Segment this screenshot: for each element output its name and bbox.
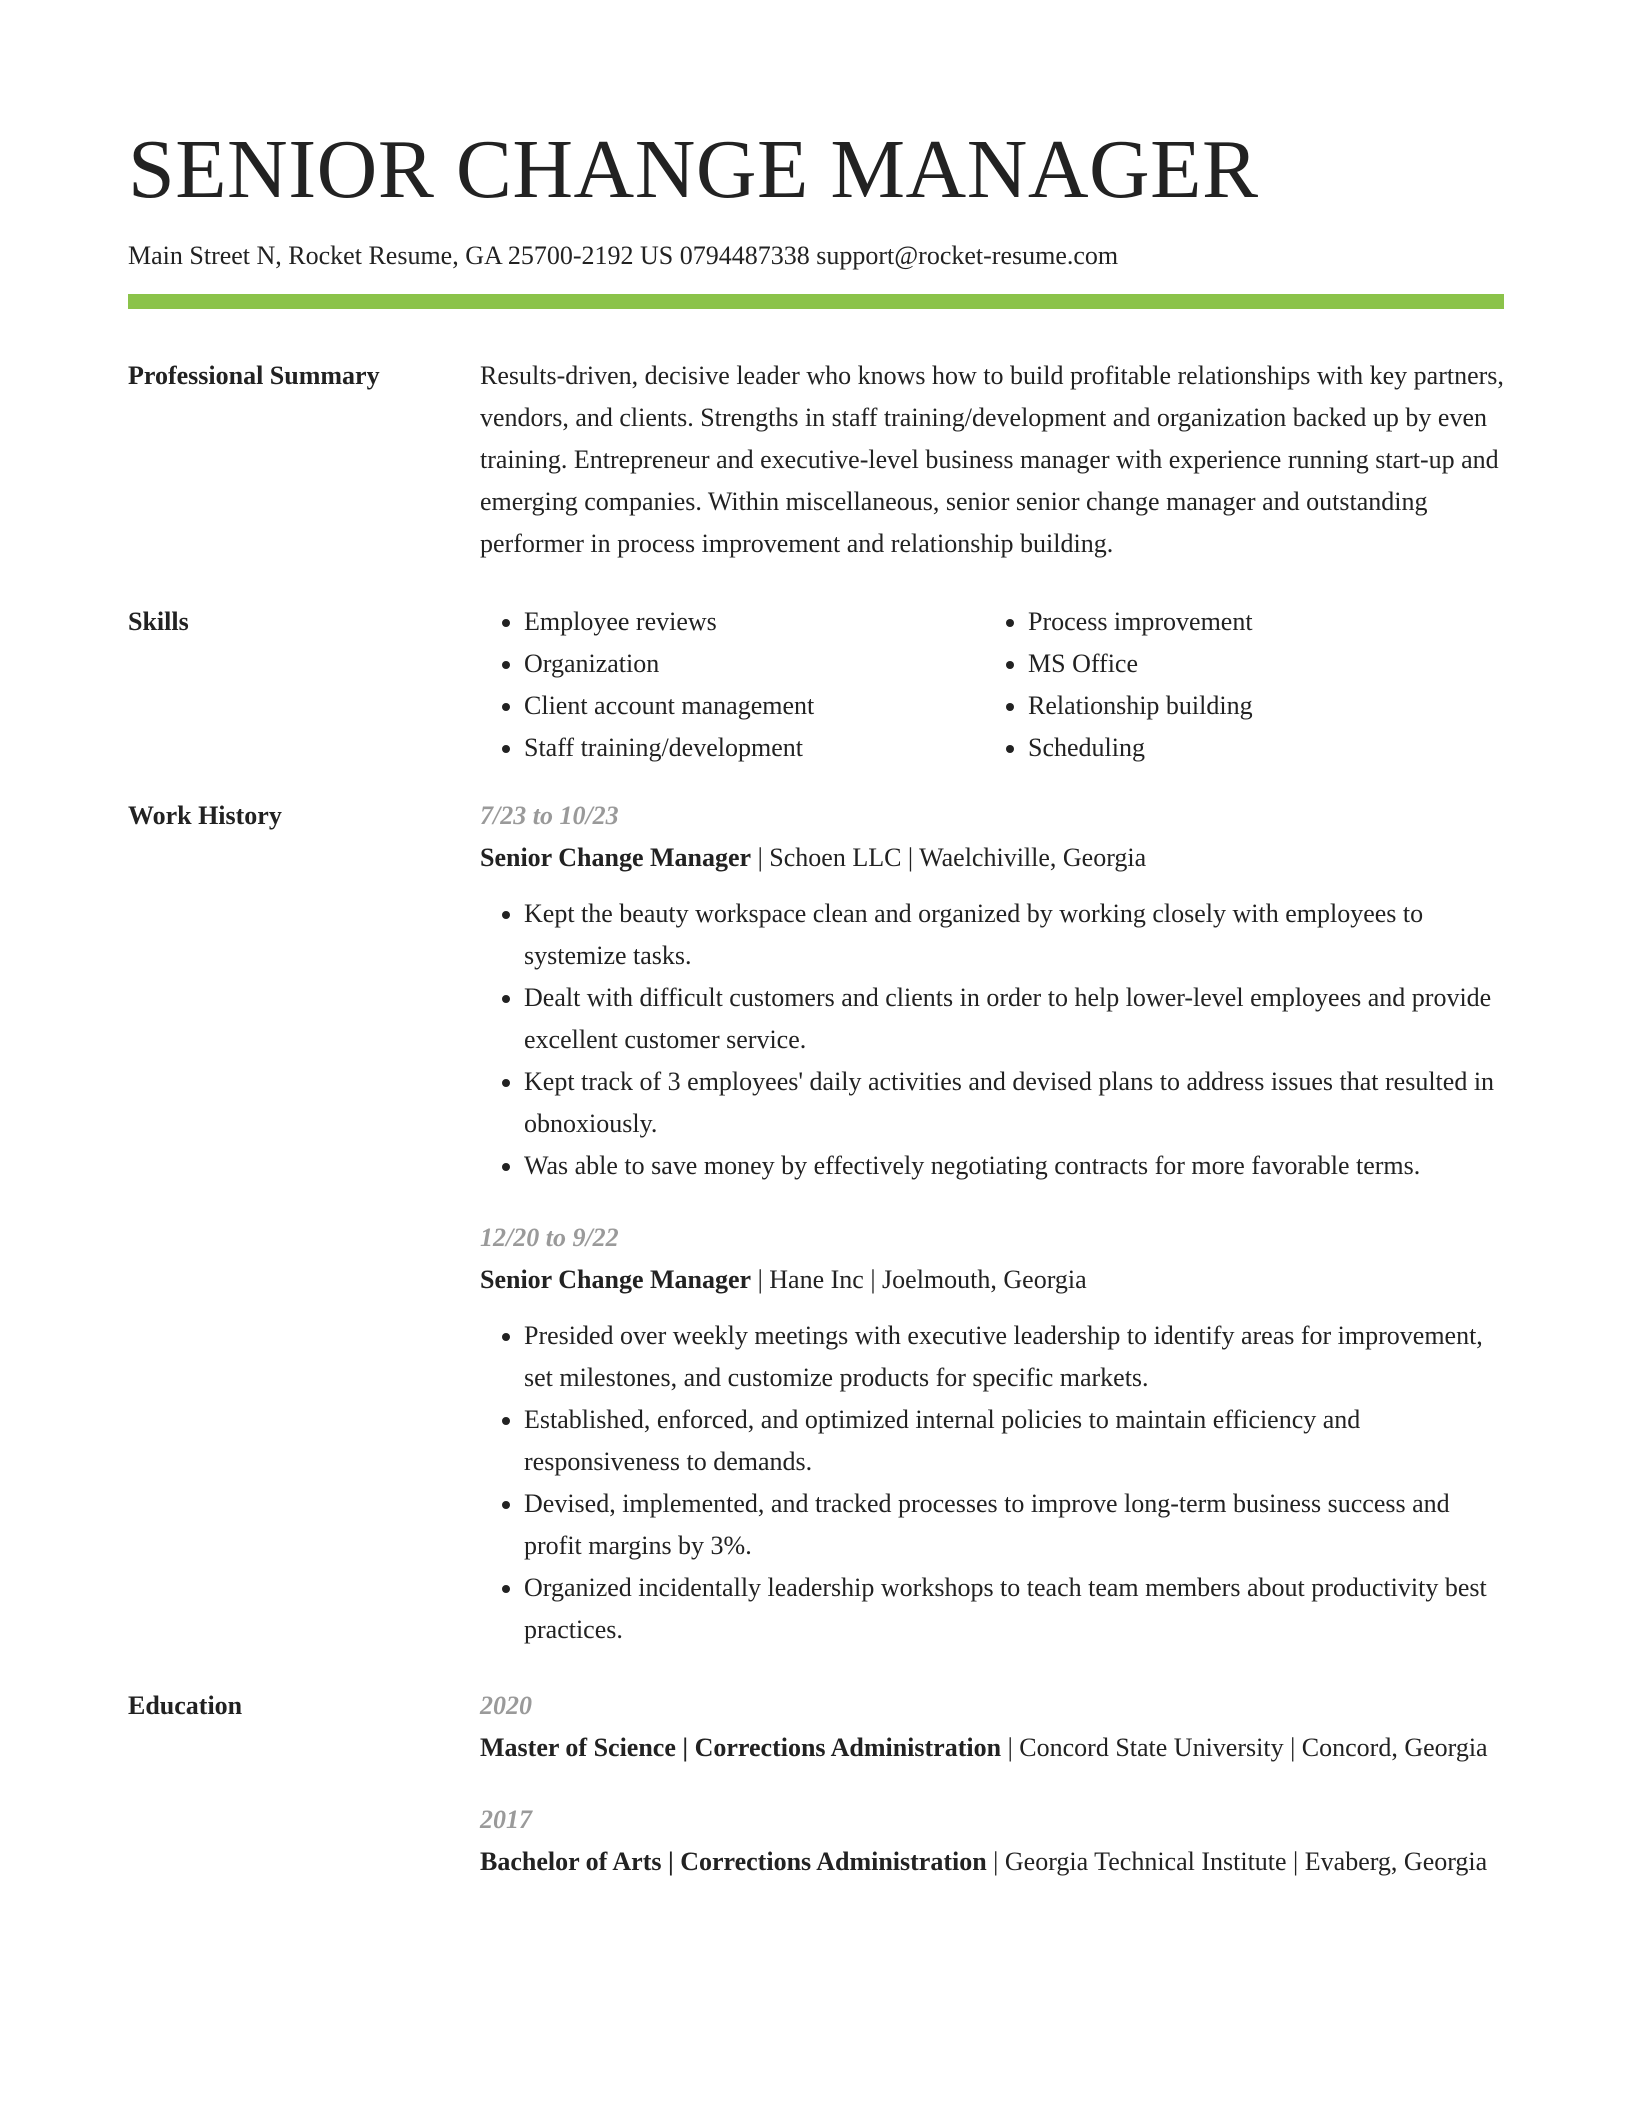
skills-column-2: [984, 601, 1488, 769]
summary-content: [480, 355, 1504, 565]
skill-item: • Employee reviews: [524, 601, 984, 643]
job-title: Senior Change Manager: [480, 843, 752, 872]
skills-column-1: [480, 601, 984, 769]
education-content: [480, 1685, 1504, 1883]
job-bullet: • Kept the beauty workspace clean and organized by working closely with employees to systemize tasks.: [524, 893, 1504, 977]
job-bullet: • Organized incidentally leadership workshops to teach team members about productivity best practices.: [524, 1567, 1504, 1651]
skills-list: [480, 601, 1504, 769]
education-details: | Concord State University | Concord, Georgia: [1001, 1733, 1488, 1762]
contact-info: Main Street N, Rocket Resume, GA 25700-2192 US 0794487338 support@rocket-resume.com: [128, 241, 1119, 270]
education-degree: Bachelor of Arts | Corrections Administration: [480, 1847, 987, 1876]
job-bullet: • Was able to save money by effectively negotiating contracts for more favorable terms.: [524, 1145, 1504, 1187]
job-date: 7/23 to 10/23: [480, 801, 619, 830]
job-role-line: [480, 837, 1504, 879]
skill-item: • Relationship building: [1028, 685, 1488, 727]
job-entry: [480, 795, 1504, 1187]
job-entry: [480, 1217, 1504, 1651]
skill-item: • Staff training/development: [524, 727, 984, 769]
skill-item: • Organization: [524, 643, 984, 685]
work-history-label: Work History: [128, 801, 282, 830]
education-entry: [480, 1799, 1504, 1883]
job-bullet: • Dealt with difficult customers and clients in order to help lower-level employees and provide excellent customer service.: [524, 977, 1504, 1061]
skill-item: • MS Office: [1028, 643, 1488, 685]
education-entry: [480, 1685, 1504, 1769]
work-history-content: [480, 795, 1504, 1651]
skill-item: • Process improvement: [1028, 601, 1488, 643]
resume-page: [128, 0, 1504, 1883]
education-label: Education: [128, 1691, 243, 1720]
job-date: 12/20 to 9/22: [480, 1223, 619, 1252]
job-title: Senior Change Manager: [480, 1265, 752, 1294]
accent-divider: [128, 294, 1504, 309]
resume-title: SENIOR CHANGE MANAGER: [128, 123, 1259, 216]
skill-item: • Scheduling: [1028, 727, 1488, 769]
job-role-line: [480, 1259, 1504, 1301]
education-details: | Georgia Technical Institute | Evaberg, Georgia: [986, 1847, 1488, 1876]
education-line: [480, 1727, 1504, 1769]
summary-section: [128, 355, 1504, 565]
education-line: [480, 1841, 1504, 1883]
education-year: 2020: [480, 1691, 532, 1720]
job-bullet: • Devised, implemented, and tracked processes to improve long-term business success and profit margins by 3%.: [524, 1483, 1504, 1567]
job-bullet: • Kept track of 3 employees' daily activities and devised plans to address issues that resulted in obnoxiously.: [524, 1061, 1504, 1145]
summary-text: Results-driven, decisive leader who knows how to build profitable relationships with key partners, vendors, and clients. Strengths in staff training/development and organization backed up by even training. Entrepreneur and executive-level business manager with experience running start-up and emerging companies. Within miscellaneous, senior senior change manager and outstanding performer in process improvement and relationship building.: [480, 361, 1504, 558]
skill-item: • Client account management: [524, 685, 984, 727]
job-bullets: [480, 1315, 1504, 1651]
education-section: [128, 1685, 1504, 1883]
job-details: | Hane Inc | Joelmouth, Georgia: [751, 1265, 1087, 1294]
summary-label: Professional Summary: [128, 361, 380, 390]
job-bullets: [480, 893, 1504, 1187]
job-bullet: • Presided over weekly meetings with executive leadership to identify areas for improvement, set milestones, and customize products for specific markets.: [524, 1315, 1504, 1399]
skills-label: Skills: [128, 607, 189, 636]
education-degree: Master of Science | Corrections Administration: [480, 1733, 1002, 1762]
work-history-section: [128, 795, 1504, 1651]
job-details: | Schoen LLC | Waelchiville, Georgia: [751, 843, 1147, 872]
job-bullet: • Established, enforced, and optimized internal policies to maintain efficiency and responsiveness to demands.: [524, 1399, 1504, 1483]
education-year: 2017: [480, 1805, 532, 1834]
skills-section: [128, 601, 1504, 769]
